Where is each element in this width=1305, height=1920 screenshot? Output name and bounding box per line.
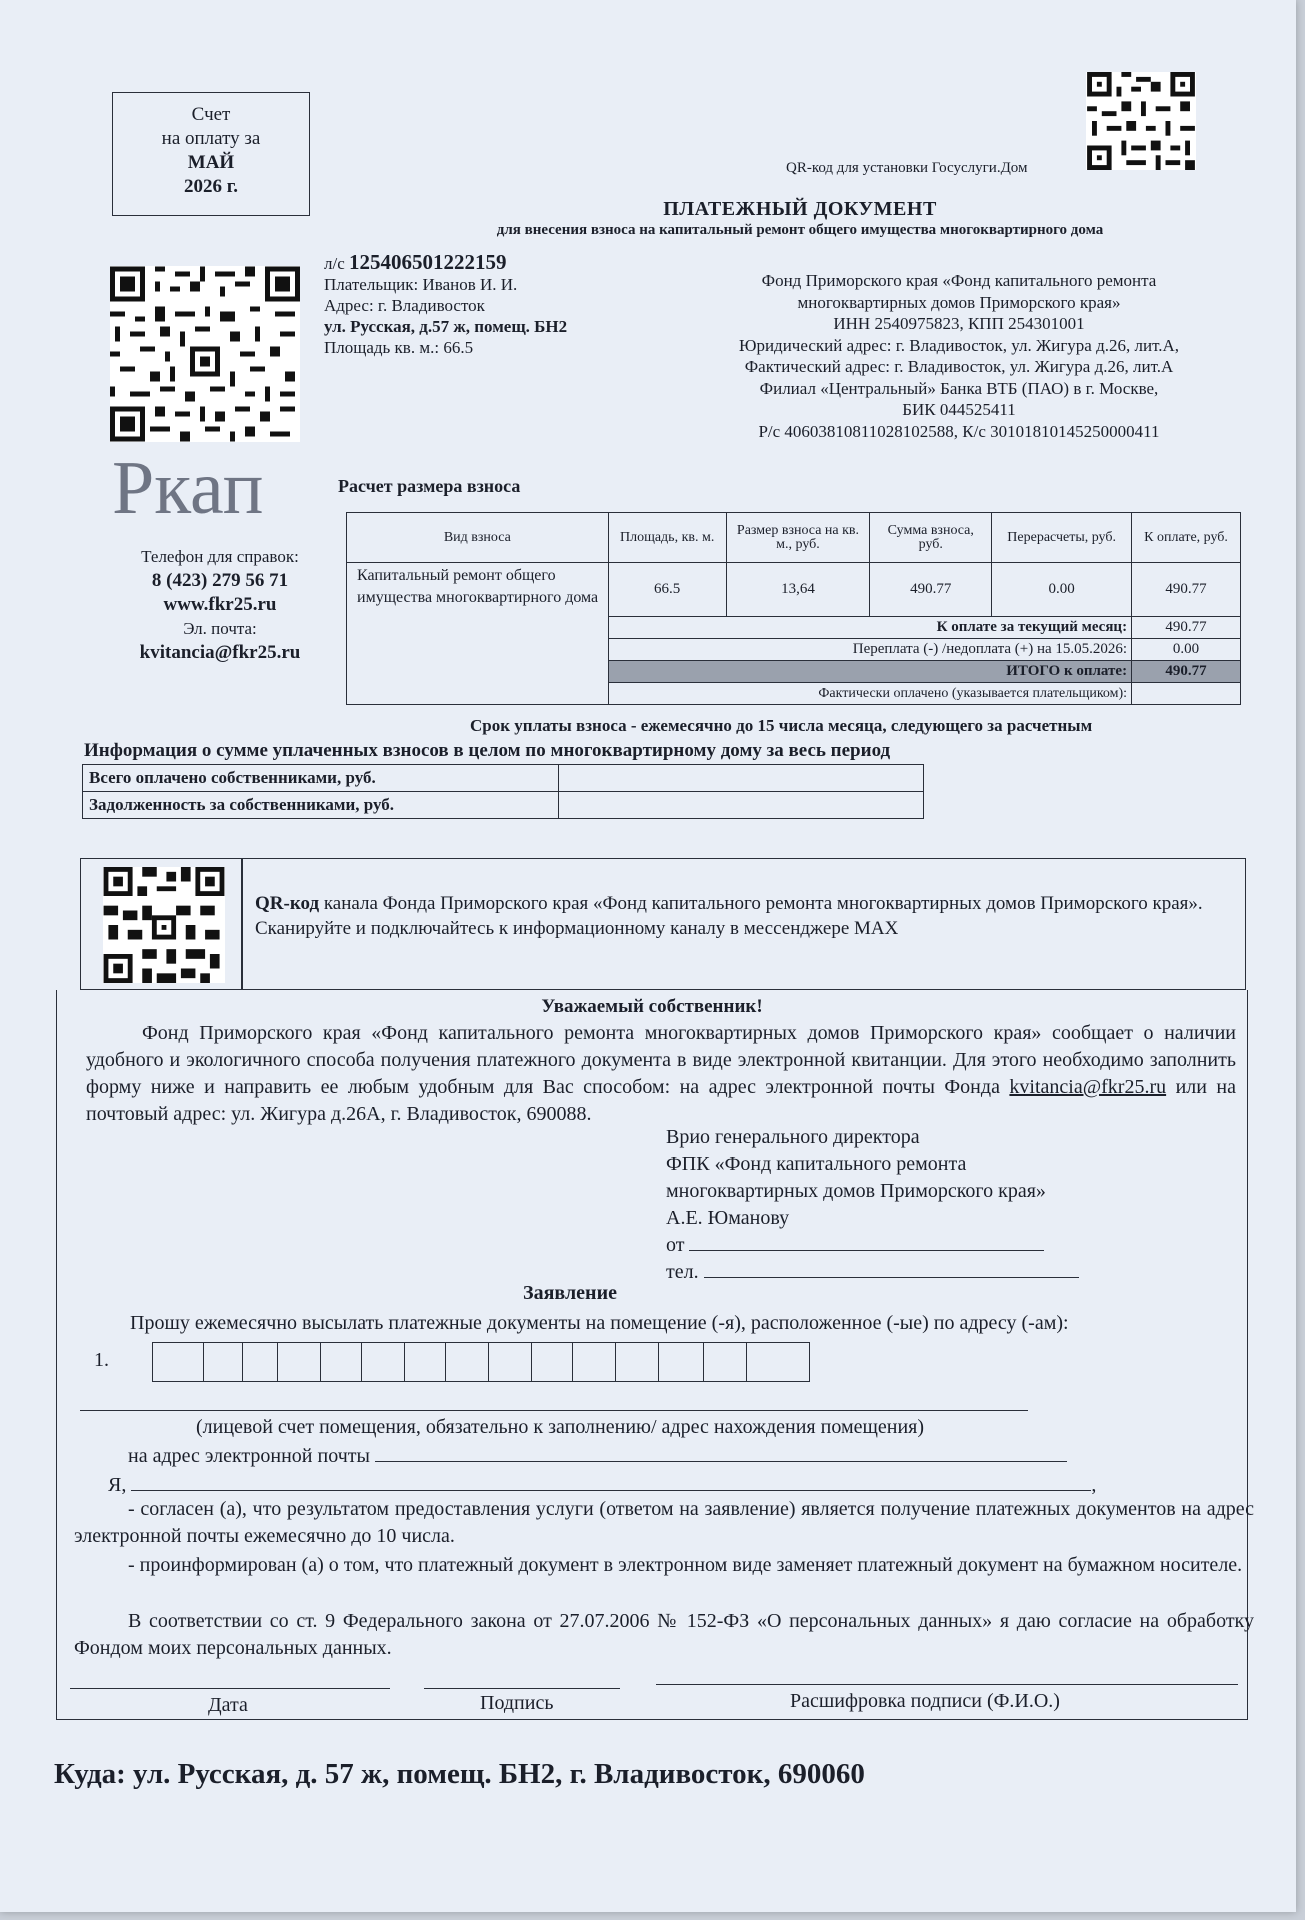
addressee-line: ФПК «Фонд капитального ремонта [666, 1153, 967, 1175]
house-paid-label: Всего оплачено собственниками, руб. [83, 765, 559, 792]
account-digit-box[interactable] [445, 1342, 489, 1382]
name-field[interactable] [131, 1472, 1091, 1491]
account-digit-box[interactable] [361, 1342, 405, 1382]
max-qr-bold: QR-код [255, 893, 320, 914]
account-hint: (лицевой счет помещения, обязательно к заполнению/ адрес нахождения помещения) [196, 1416, 925, 1438]
bill-month: МАЙ [187, 152, 235, 173]
tel-field[interactable] [704, 1259, 1079, 1278]
payer-street: ул. Русская, д.57 ж, помещ. БН2 [324, 317, 568, 336]
account-digit-box[interactable] [531, 1342, 573, 1382]
fund-logo: Ркап [112, 446, 264, 530]
website-link[interactable]: www.fkr25.ru [163, 594, 277, 615]
table-row [83, 765, 924, 792]
payment-qr-code [110, 266, 300, 442]
contacts-block [100, 545, 340, 665]
addressee-line: многоквартирных домов Приморского края» [666, 1180, 1046, 1202]
law-consent: В соответствии со ст. 9 Федерального закона от 27.07.2006 № 152-ФЗ «О персональных данных» я даю согласие на обработку Фондом моих персональных данных. [74, 1610, 1254, 1659]
paid-label: Фактически оплачено (указывается плательщиком): [608, 683, 1131, 705]
account-digit-box[interactable] [488, 1342, 532, 1382]
house-info-title: Информация о сумме уплаченных взносов в целом по многоквартирному дому за весь период [84, 740, 891, 761]
phone-number: 8 (423) 279 56 71 [151, 570, 289, 591]
bill-line2: на оплату за [161, 128, 261, 149]
account-digit-box[interactable] [658, 1342, 704, 1382]
col-header: Площадь, кв. м. [608, 513, 726, 563]
name-row: Я, , [108, 1474, 1097, 1496]
account-digit-box[interactable] [572, 1342, 616, 1382]
cell-type: Капитальный ремонт общего имущества многоквартирного дома [347, 563, 609, 705]
account-digit-box[interactable] [615, 1342, 659, 1382]
account-digit-box[interactable] [703, 1342, 747, 1382]
house-info-table [82, 764, 924, 819]
email-row [128, 1443, 1067, 1470]
bill-line1: Счет [191, 104, 231, 125]
account-digit-box[interactable] [746, 1342, 810, 1382]
cell-sum: 490.77 [870, 563, 992, 617]
cell-recalc: 0.00 [992, 563, 1132, 617]
signature-label: Подпись [480, 1692, 554, 1714]
paragraph-start: Фонд Приморского края «Фонд капитального ремонта многоквартирных домов Приморского края» сообщает о наличии удобного и экологичного способа получения платежного документа в виде электронной квитанции. Для этого необходимо заполнить форму ниже и направить ее любым удобным для Вас способом: на адрес электронной почты Фонда [86, 1022, 1236, 1098]
email-link[interactable]: kvitancia@fkr25.ru [139, 642, 301, 663]
col-header: Вид взноса [347, 513, 609, 563]
max-qr-panel [80, 858, 1246, 990]
col-header: Сумма взноса, руб. [870, 513, 992, 563]
i-label: Я, [108, 1474, 127, 1496]
current-month-value: 490.77 [1132, 617, 1241, 639]
account-digit-box[interactable] [320, 1342, 362, 1382]
gosuslugi-qr-caption: QR-код для установки Госуслуги.Дом [786, 160, 1028, 176]
document-title: ПЛАТЕЖНЫЙ ДОКУМЕНТ [663, 198, 937, 220]
account-number: 125406501222159 [349, 250, 507, 274]
fund-line: Юридический адрес: г. Владивосток, ул. Жигура д.26, лит.А, [738, 335, 1180, 355]
bill-period-box [112, 92, 310, 216]
house-debt-value [558, 792, 924, 819]
account-digit-box[interactable] [277, 1342, 321, 1382]
greeting: Уважаемый собственник! [541, 996, 763, 1017]
consent-1: - согласен (а), что результатом предоставления услуги (ответом на заявление) является получение платежных документов на адрес электронной почты ежемесячно до 10 числа. [74, 1498, 1254, 1547]
date-line[interactable] [70, 1688, 390, 1689]
account-digit-box[interactable] [242, 1342, 278, 1382]
tel-label: тел. [666, 1261, 699, 1283]
addressee-line: Врио генерального директора [666, 1126, 920, 1148]
letter-paragraph [86, 1020, 1236, 1128]
account-digit-box[interactable] [404, 1342, 446, 1382]
fund-info [694, 270, 1224, 442]
payer-area: Площадь кв. м.: 66.5 [324, 338, 474, 357]
request-text: Прошу ежемесячно высылать платежные документы на помещение (-я), расположенное (-ые) по адресу (-ам): [130, 1312, 1069, 1334]
overpay-value: 0.00 [1132, 639, 1241, 661]
statement-title: Заявление [523, 1282, 617, 1304]
phone-label: Телефон для справок: [141, 547, 299, 566]
panel-divider [241, 859, 243, 989]
email-label: на адрес электронной почты [128, 1445, 370, 1467]
fund-line: БИК 044525411 [902, 400, 1016, 419]
email-field[interactable] [375, 1443, 1067, 1462]
fund-line: ИНН 2540975823, КПП 254301001 [833, 314, 1085, 333]
overpay-label: Переплата (-) /недоплата (+) на 15.05.2026: [608, 639, 1131, 661]
calc-title: Расчет размера взноса [338, 476, 521, 496]
account-digit-box[interactable] [152, 1342, 204, 1382]
cell-rate: 13,64 [726, 563, 870, 617]
item-number: 1. [94, 1349, 109, 1371]
fund-line: Фонд Приморского края «Фонд капитального ремонта [761, 271, 1157, 290]
name-decode-label: Расшифровка подписи (Ф.И.О.) [790, 1690, 1060, 1712]
name-decode-line[interactable] [656, 1684, 1238, 1685]
account-digit-box[interactable] [203, 1342, 243, 1382]
signature-line[interactable] [424, 1688, 620, 1689]
payment-deadline: Срок уплаты взноса - ежемесячно до 15 числа месяца, следующего за расчетным [470, 716, 1093, 735]
cell-due: 490.77 [1132, 563, 1241, 617]
fund-line: Филиал «Центральный» Банка ВТБ (ПАО) в г. Москве, [759, 378, 1159, 398]
from-label: от [666, 1234, 685, 1256]
payer-name: Плательщик: Иванов И. И. [324, 275, 518, 294]
fund-line: Фактический адрес: г. Владивосток, ул. Жигура д.26, лит.А [744, 357, 1174, 376]
cell-area: 66.5 [608, 563, 726, 617]
current-month-label: К оплате за текущий месяц: [608, 617, 1131, 639]
email-label: Эл. почта: [183, 619, 257, 638]
calc-table [346, 512, 1241, 705]
house-debt-label: Задолженность за собственниками, руб. [83, 792, 559, 819]
destination-address: Куда: ул. Русская, д. 57 ж, помещ. БН2, г. Владивосток, 690060 [54, 1758, 865, 1790]
addressee [666, 1124, 1079, 1286]
address-line[interactable] [80, 1410, 1028, 1411]
account-prefix: л/с [324, 254, 345, 273]
col-header: К оплате, руб. [1132, 513, 1241, 563]
payer-info [324, 252, 567, 358]
consent-2: - проинформирован (а) о том, что платежный документ в электронном виде заменяет платежный документ на бумажном носителе. [128, 1554, 1243, 1576]
fund-email-link[interactable]: kvitancia@fkr25.ru [1009, 1076, 1167, 1098]
paragraph-end: или на почтовый адрес: ул. Жигура д.26А, г. Владивосток, 690088. [86, 1076, 1236, 1125]
max-qr-code [103, 867, 225, 983]
fund-line: многоквартирных домов Приморского края» [797, 292, 1121, 312]
from-field[interactable] [689, 1232, 1044, 1251]
max-qr-description: канала Фонда Приморского края «Фонд капитального ремонта многоквартирных домов Приморского края». Сканируйте и подключайтесь к информационному каналу в мессенджере MAX [255, 893, 1203, 939]
total-value: 490.77 [1132, 661, 1241, 683]
addressee-line: А.Е. Юманову [666, 1207, 790, 1229]
table-row [347, 563, 1241, 617]
total-label: ИТОГО к оплате: [608, 661, 1131, 683]
house-paid-value [558, 765, 924, 792]
payer-address: Адрес: г. Владивосток [324, 296, 485, 315]
fund-line: Р/с 40603810811028102588, К/с 30101810145250000411 [758, 421, 1160, 441]
gosuslugi-qr-code [1086, 72, 1196, 170]
date-label: Дата [208, 1694, 248, 1716]
bill-year: 2026 г. [184, 176, 238, 197]
paid-value[interactable] [1132, 683, 1241, 705]
col-header: Размер взноса на кв. м., руб. [726, 513, 870, 563]
document-subtitle: для внесения взноса на капитальный ремонт общего имущества многоквартирного дома [496, 222, 1104, 238]
max-qr-text [255, 891, 1215, 941]
table-row [83, 792, 924, 819]
calc-header-row [347, 513, 1241, 563]
col-header: Перерасчеты, руб. [992, 513, 1132, 563]
